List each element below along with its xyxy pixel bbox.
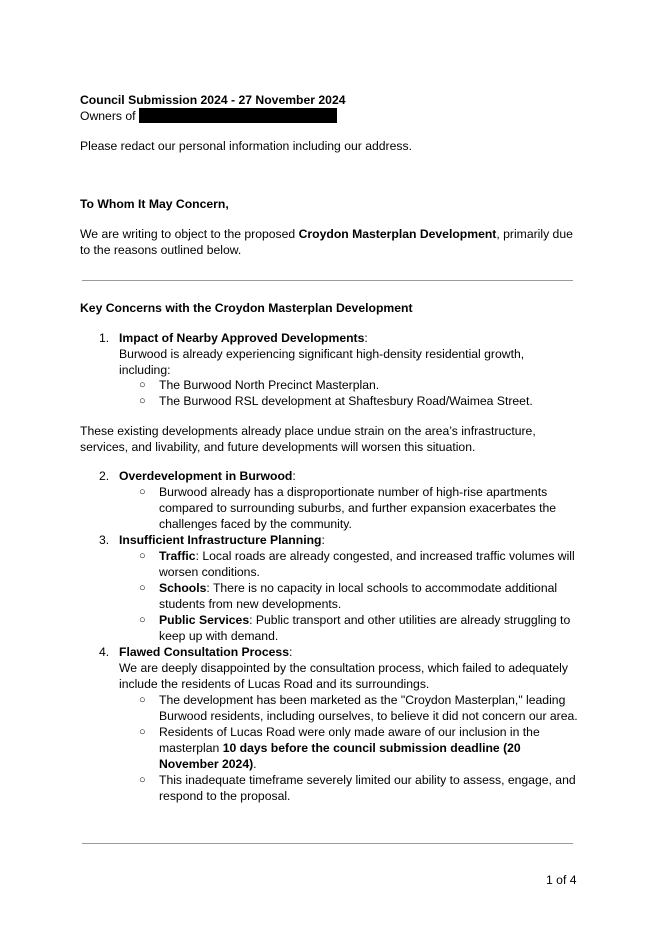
item-2-number: 2.: [99, 469, 110, 483]
bullet-icon: ○: [139, 486, 146, 498]
item-3-bullet-public-services-line-2: keep up with demand.: [159, 629, 279, 643]
item-3-bullet-public-services: Public Services: Public transport and other utilities are already struggling to: [159, 613, 571, 627]
item-1-bullet-2: The Burwood RSL development at Shaftesbury Road/Waimea Street.: [159, 394, 533, 408]
item-4-desc-line-1: We are deeply disappointed by the consultation process, which failed to adequately: [119, 661, 568, 675]
item-3-bullet-schools: Schools: There is no capacity in local schools to accommodate additional: [159, 581, 558, 595]
bullet-icon: ○: [139, 395, 146, 407]
document-title: Council Submission 2024 - 27 November 2024: [80, 93, 346, 107]
item-1-title: Impact of Nearby Approved Developments:: [119, 331, 368, 345]
between-line-2: services, and livability, and future developments will worsen this situation.: [80, 440, 476, 454]
item-4-desc-line-2: include the residents of Lucas Road and its surroundings.: [119, 677, 430, 691]
bullet-icon: ○: [139, 550, 146, 562]
bullet-icon: ○: [139, 379, 146, 391]
bullet-icon: ○: [139, 614, 146, 626]
salutation: To Whom It May Concern,: [80, 197, 229, 211]
item-3-bullet-traffic: Traffic: Local roads are already congested, and increased traffic volumes will: [159, 549, 575, 563]
intro-line-1: We are writing to object to the proposed Croydon Masterplan Development, primarily due: [80, 227, 573, 241]
page-number: 1 of 4: [546, 873, 577, 887]
redact-request: Please redact our personal information including our address.: [80, 139, 412, 153]
item-3-number: 3.: [99, 533, 110, 547]
item-3-title: Insufficient Infrastructure Planning:: [119, 533, 325, 547]
item-2-bullet-1-line-2: compared to surrounding suburbs, and further expansion exacerbates the: [159, 501, 557, 515]
bullet-icon: ○: [139, 726, 146, 738]
item-3-bullet-traffic-line-2: worsen conditions.: [159, 565, 260, 579]
item-1-desc-line-2: including:: [119, 363, 171, 377]
item-4-title: Flawed Consultation Process:: [119, 645, 293, 659]
item-4-bullet-1-line-1: The development has been marketed as the "Croydon Masterplan," leading: [159, 693, 566, 707]
bullet-icon: ○: [139, 694, 146, 706]
bullet-icon: ○: [139, 582, 146, 594]
owners-line: [80, 108, 337, 124]
section-title: Key Concerns with the Croydon Masterplan Development: [80, 301, 413, 315]
item-4-bullet-2-line-2: masterplan 10 days before the council submission deadline (20: [159, 741, 521, 755]
item-3-bullet-schools-line-2: students from new developments.: [159, 597, 342, 611]
item-2-title: Overdevelopment in Burwood:: [119, 469, 296, 483]
between-line-1: These existing developments already place undue strain on the area’s infrastructure,: [80, 424, 536, 438]
intro-line-2: to the reasons outlined below.: [80, 243, 242, 257]
item-1-number: 1.: [99, 331, 110, 345]
divider-bottom: [82, 843, 573, 844]
item-4-number: 4.: [99, 645, 110, 659]
item-2-bullet-1-line-3: challenges faced by the community.: [159, 517, 352, 531]
item-2-bullet-1-line-1: Burwood already has a disproportionate number of high-rise apartments: [159, 485, 548, 499]
item-4-bullet-1-line-2: Burwood residents, including ourselves, to believe it did not concern our area.: [159, 709, 578, 723]
divider-top: [82, 280, 573, 281]
item-4-bullet-2-line-1: Residents of Lucas Road were only made aware of our inclusion in the: [159, 725, 540, 739]
item-1-bullet-1: The Burwood North Precinct Masterplan.: [159, 378, 380, 392]
item-4-bullet-2-line-3: November 2024).: [159, 757, 257, 771]
item-4-bullet-3-line-2: respond to the proposal.: [159, 789, 291, 803]
owners-label: Owners of: [80, 109, 136, 123]
item-4-bullet-3-line-1: This inadequate timeframe severely limited our ability to assess, engage, and: [159, 773, 576, 787]
redaction-block: [139, 108, 337, 123]
bullet-icon: ○: [139, 774, 146, 786]
item-1-desc-line-1: Burwood is already experiencing significant high-density residential growth,: [119, 347, 525, 361]
